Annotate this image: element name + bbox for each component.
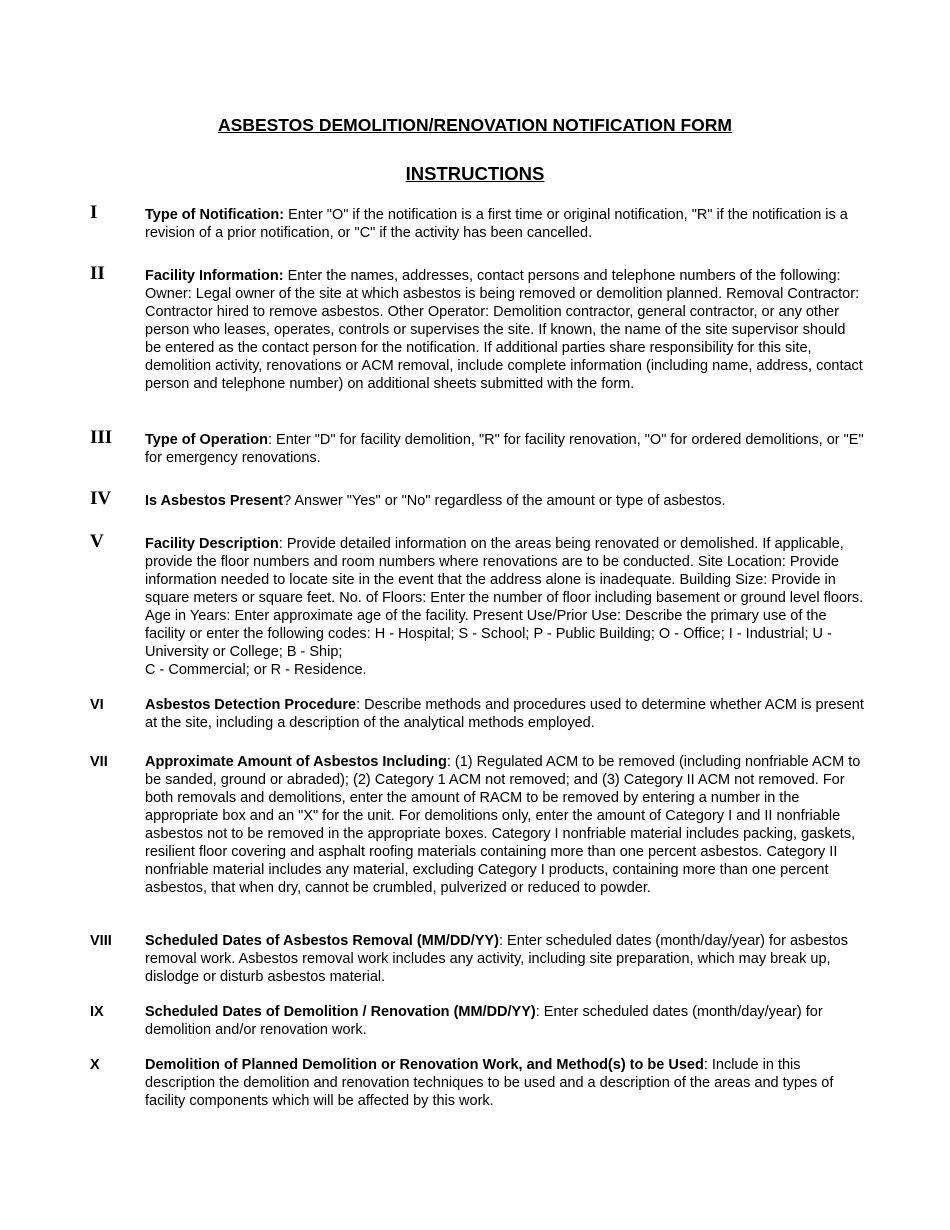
section-numeral: III — [90, 427, 113, 448]
section-numeral: V — [90, 531, 104, 552]
section-text — [145, 1003, 865, 1039]
section-body: ? Answer "Yes" or "No" regardless of the amount or type of asbestos. — [283, 493, 726, 509]
section-body: : Describe methods and procedures used to determine whether ACM is present at the site, including a description of the analytical methods employed. — [145, 697, 864, 731]
section-body: : (1) Regulated ACM to be removed (including nonfriable ACM to be sanded, ground or abraded); (2) Category 1 ACM not removed; and (3) Category II ACM not removed. For both removals and demolitions, enter the amount of RACM to be removed by entering a number in the appropriate box and an "X" for the unit. For demolitions only, enter the amount of Category I and II nonfriable asbestos not to be removed in the appropriate boxes. Category I nonfriable material includes packing, gaskets, resilient floor covering and asphalt roofing materials containing more than one percent asbestos. Category II nonfriable material includes any material, excluding Category I products, containing more than one percent asbestos, that when dry, cannot be crumbled, pulverized or reduced to powder. — [145, 754, 861, 896]
section-body: : Provide detailed information on the areas being renovated or demolished. If applicable, provide the floor numbers and room numbers where renovations are to be conducted. Site Location: Provide information needed to locate site in the event that the address alone is inadequate. Building Size: Provide in square meters or square feet. No. of Floors: Enter the number of floor including basement or ground level floors. Age in Years: Enter approximate age of the facility. Present Use/Prior Use: Describe the primary use of the facility or enter the following codes: H - Hospital; S - School; P - Public Building; O - Office; I - Industrial; U - University or College; B - Ship; — [145, 536, 864, 660]
section-heading: Approximate Amount of Asbestos Including — [145, 754, 447, 770]
section-text — [145, 492, 865, 510]
section-numeral: VII — [90, 754, 108, 770]
section-numeral: VIII — [90, 933, 112, 949]
section-body: Enter the names, addresses, contact persons and telephone numbers of the following: Owner: Legal owner of the site at which asbestos is being removed or demolition planned. Removal Contractor: Contractor hired to remove asbestos. Other Operator: Demolition contractor, general contractor, or any other person who leases, operates, controls or supervises the site. If known, the name of the site supervisor should be entered as the contact person for the notification. If additional parties share responsibility for this site, demolition activity, renovations or ACM removal, include complete information (including name, address, contact person and telephone number) on additional sheets submitted with the form. — [145, 268, 863, 392]
section-body: : Enter scheduled dates (month/day/year) for demolition and/or renovation work. — [145, 1004, 823, 1038]
section-body: : Enter "D" for facility demolition, "R" for facility renovation, "O" for ordered demolitions, or "E" for emergency renovations. — [145, 432, 864, 466]
section-text — [145, 267, 865, 393]
section-text — [145, 696, 865, 732]
section-text — [145, 206, 865, 242]
section-numeral: I — [90, 202, 98, 223]
section-text — [145, 753, 865, 897]
section-heading: Demolition of Planned Demolition or Renovation Work, and Method(s) to be Used — [145, 1057, 704, 1073]
section-body: : Include in this description the demolition and renovation techniques to be used and a description of the areas and types of facility components which will be affected by this work. — [145, 1057, 834, 1109]
section-text — [145, 1056, 865, 1110]
instructions-heading: INSTRUCTIONS — [405, 163, 545, 184]
page-title: ASBESTOS DEMOLITION/RENOVATION NOTIFICATION FORM — [218, 115, 732, 135]
section-heading: Facility Description — [145, 536, 279, 552]
section-body: Enter "O" if the notification is a first time or original notification, "R" if the notification is a revision of a prior notification, or "C" if the activity has been cancelled. — [145, 207, 848, 241]
section-heading: Is Asbestos Present — [145, 493, 284, 509]
section-text — [145, 431, 865, 467]
section-body: : Enter scheduled dates (month/day/year) for asbestos removal work. Asbestos removal work includes any activity, including site preparation, which may break up, dislodge or disturb asbestos material. — [145, 933, 848, 985]
section-heading: Type of Notification: — [145, 207, 285, 223]
section-heading: Facility Information: — [145, 268, 284, 284]
section-body-tail: C - Commercial; or R - Residence. — [145, 662, 367, 678]
section-text — [145, 535, 865, 679]
section-numeral: VI — [90, 697, 104, 713]
section-numeral: II — [90, 263, 105, 284]
section-heading: Type of Operation — [145, 432, 268, 448]
section-numeral: X — [90, 1057, 100, 1073]
section-numeral: IV — [90, 488, 112, 509]
section-heading: Scheduled Dates of Asbestos Removal (MM/DD/YY) — [145, 933, 499, 949]
section-text — [145, 932, 865, 986]
section-heading: Scheduled Dates of Demolition / Renovation (MM/DD/YY) — [145, 1004, 536, 1020]
section-numeral: IX — [90, 1004, 104, 1020]
section-heading: Asbestos Detection Procedure — [145, 697, 357, 713]
